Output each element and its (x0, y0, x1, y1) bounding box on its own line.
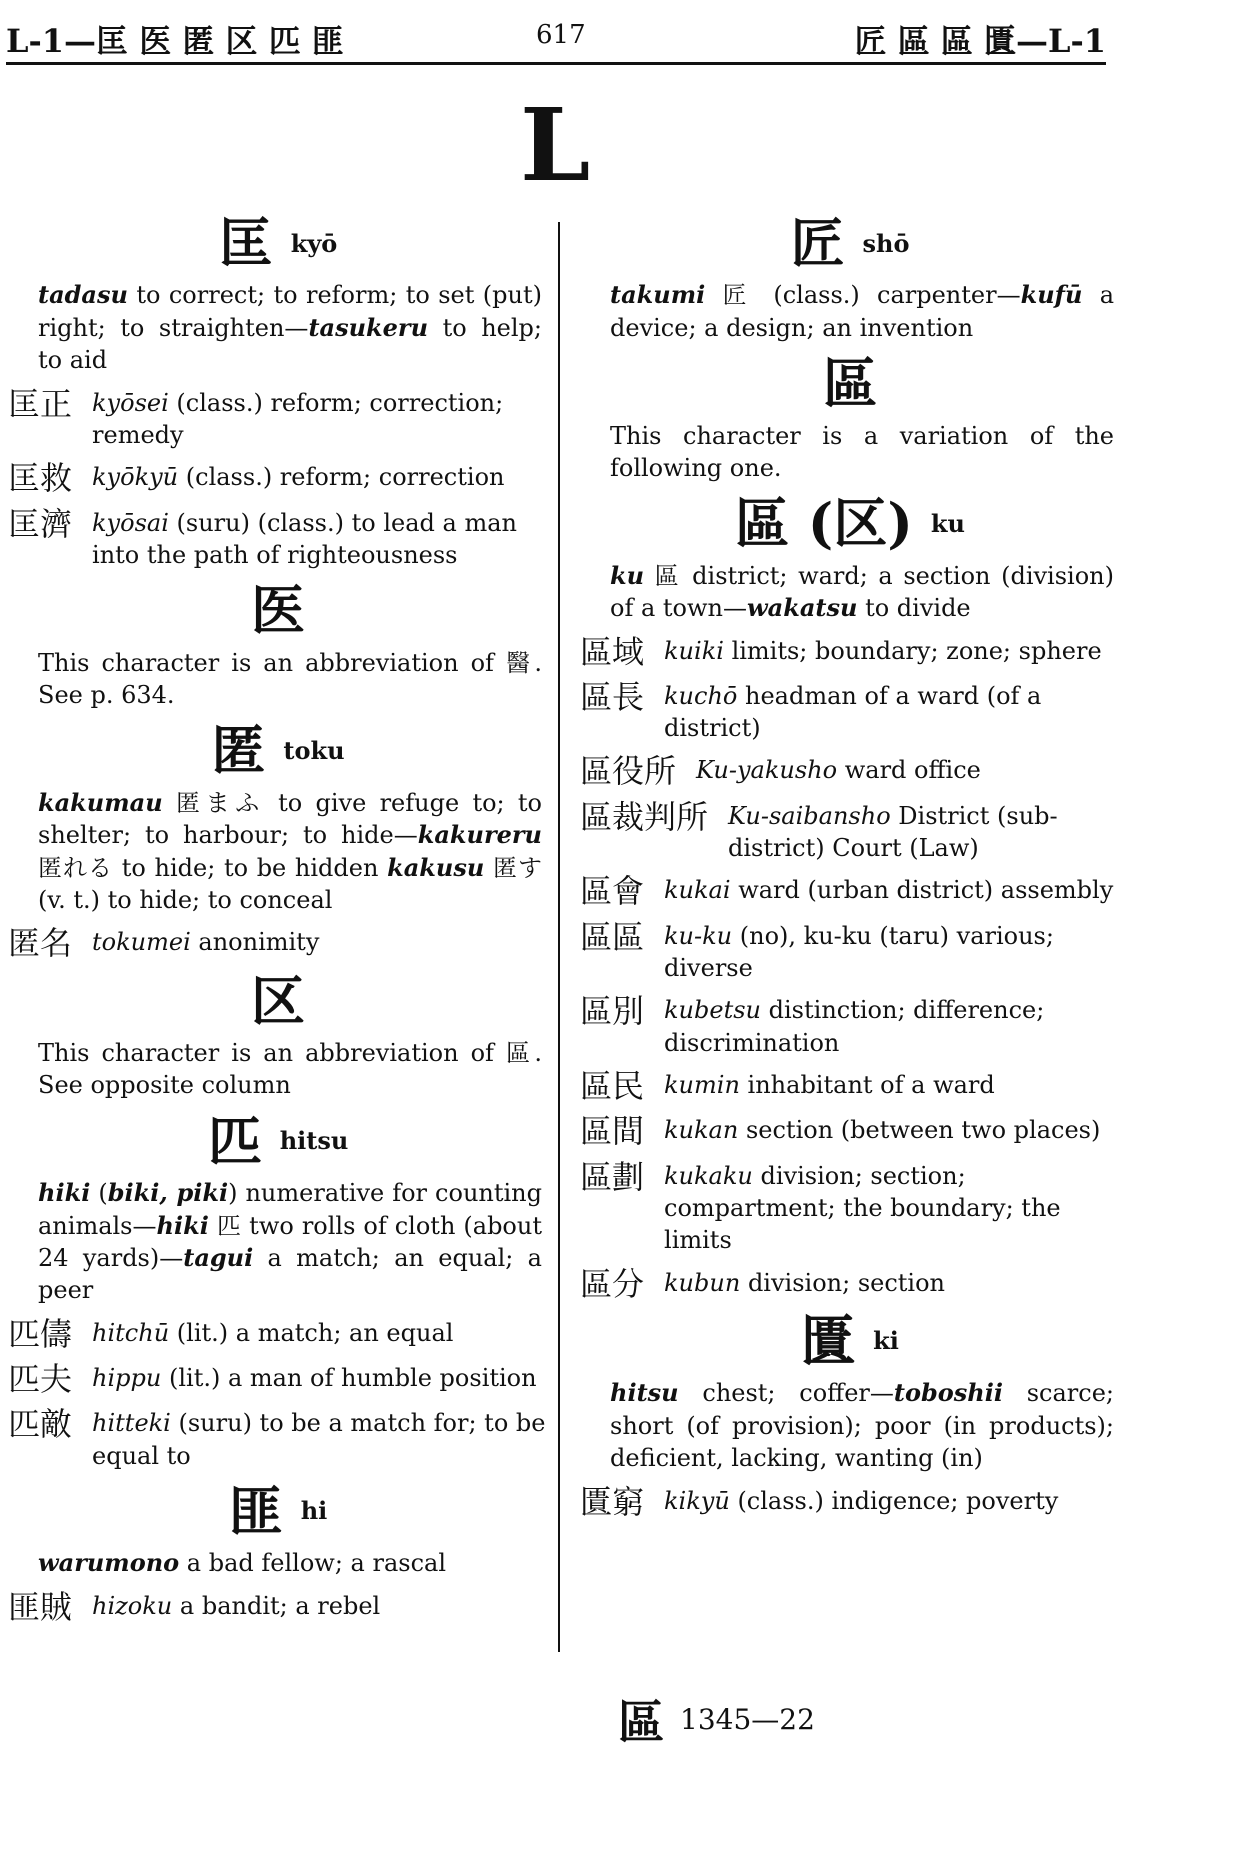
def-text: to give refuge to; to shelter; to harbour; to hide— (38, 788, 542, 850)
head-reading: toku (283, 735, 345, 765)
def-text: chest; coffer— (678, 1379, 894, 1408)
compound-meaning: inhabitant of a ward (747, 1071, 995, 1100)
compound-entry (580, 1264, 1120, 1303)
compound-kanji: 匹夫 (8, 1359, 73, 1398)
head-kanji: 区 (251, 968, 305, 1033)
compound-entry (8, 504, 548, 572)
entry-head-ki (580, 1308, 1120, 1373)
def-kanji: 匹 (216, 1211, 242, 1240)
def-text: district; ward; a section (division) of a town— (610, 561, 1114, 623)
compound-entry (8, 1587, 548, 1626)
def-text: to hide; to be hidden (113, 853, 388, 882)
head-kanji: 匹 (207, 1108, 262, 1173)
compound-romaji: kubun (664, 1268, 741, 1297)
compound-kanji: 區役所 (580, 752, 677, 791)
head-kanji: 医 (251, 578, 305, 643)
def-word: hiki (38, 1178, 91, 1208)
head-kanji: 區 (823, 351, 877, 416)
left-column (8, 210, 548, 1635)
compound-meaning: a bandit; a rebel (179, 1591, 381, 1620)
compound-kanji: 區域 (580, 632, 645, 671)
compound-romaji: hitteki (92, 1409, 171, 1438)
column-divider (558, 222, 560, 1652)
compound-entry (8, 461, 548, 496)
head-kanji: 區 (区) (735, 491, 913, 556)
head-reading: ki (873, 1326, 899, 1356)
compound-meaning: limits; boundary; zone; sphere (731, 636, 1102, 665)
compound-kanji: 區劃 (580, 1157, 645, 1196)
compound-kanji: 區會 (580, 872, 645, 911)
definition-ku (610, 560, 1114, 625)
def-text: ( (90, 1179, 108, 1208)
head-kanji: 匪 (228, 1478, 283, 1543)
definition-ki (610, 1377, 1114, 1474)
compound-meaning: headman of a ward (of a district) (664, 681, 1042, 743)
entry-head-hitsu (8, 1108, 548, 1173)
compound-romaji: Ku-yakusho (696, 756, 838, 785)
head-kanji: 匱 (801, 1308, 856, 1373)
compound-kanji: 匡正 (8, 384, 73, 423)
head-reading: kyō (290, 228, 338, 258)
compound-entry (580, 994, 1120, 1059)
compound-meaning: section (between two places) (745, 1116, 1101, 1145)
head-reading: ku (930, 508, 965, 538)
compound-meaning: (lit.) a man of humble position (168, 1363, 537, 1392)
compound-romaji: kukaku (664, 1161, 753, 1190)
compound-kanji: 匹敵 (8, 1405, 73, 1444)
compound-entry (580, 797, 1120, 865)
compound-meaning: (class.) reform; correction (185, 463, 505, 492)
compound-romaji: kikyū (664, 1486, 730, 1515)
compound-kanji: 區間 (580, 1112, 645, 1151)
compound-romaji: hizoku (92, 1591, 173, 1620)
header-right-guide: 匠 區 區 匱—L-1 (854, 22, 1106, 60)
def-word: ku (610, 560, 645, 590)
compound-entry (8, 384, 548, 452)
compound-romaji: ku-ku (664, 921, 733, 950)
compound-meaning: division; section; compartment; the boundary; the limits (664, 1161, 1061, 1255)
def-text: a device; a design; an invention (610, 281, 1115, 342)
compound-entry (580, 917, 1120, 985)
entry-head-sho (580, 211, 1120, 275)
compound-kanji: 區民 (580, 1067, 645, 1106)
def-kanji: 匿す (492, 853, 542, 882)
compound-romaji: kyōsai (92, 508, 169, 537)
definition-sho (610, 279, 1114, 344)
head-kanji: 匿 (211, 718, 266, 783)
header-rule (6, 62, 1106, 65)
compound-kanji: 區區 (580, 917, 645, 956)
compound-entry (580, 1157, 1120, 1257)
compound-romaji: tokumei (92, 928, 191, 957)
compound-meaning: ward office (844, 756, 981, 785)
def-word: tasukeru (308, 312, 429, 342)
def-text: (class.) carpenter— (756, 281, 1021, 310)
compound-meaning: (suru) to be a match for; to be equal to (92, 1409, 546, 1470)
def-text: scarce; short (of provision); poor (in products); deficient, lacking, wanting (in) (610, 1379, 1114, 1473)
bottom-ref-code: 1345—22 (680, 1702, 815, 1736)
compound-meaning: anonimity (198, 928, 320, 957)
def-kanji: 匠 (722, 281, 757, 310)
def-word: wakatsu (747, 593, 858, 623)
compound-entry (8, 926, 548, 961)
definition-hitsu (38, 1177, 542, 1307)
entry-head-toku (8, 718, 548, 783)
note-ku-var: This character is a variation of the following one. (610, 421, 1114, 482)
def-word: toboshii (893, 1378, 1003, 1408)
compound-kanji: 匹儔 (8, 1314, 73, 1353)
bottom-ref-kanji: 區 (618, 1695, 664, 1749)
compound-meaning: distinction; difference; discrimination (664, 996, 1045, 1057)
compound-romaji: kyōkyū (92, 463, 179, 492)
compound-kanji: 匡濟 (8, 504, 73, 543)
def-text: to divide (857, 594, 971, 623)
compound-entry (580, 754, 1120, 789)
compound-entry (580, 632, 1120, 671)
def-word: kakumau (38, 787, 163, 817)
def-text: to correct; to reform; to set (put) right; to straighten— (38, 281, 542, 342)
def-kanji: 區 (654, 561, 682, 590)
def-word: kakureru (417, 820, 542, 850)
compound-kanji: 區裁判所 (580, 797, 709, 836)
definition-toku (38, 787, 542, 917)
compound-entry (580, 677, 1120, 745)
compound-meaning: division; section (747, 1268, 946, 1297)
entry-head-kyo (8, 211, 548, 275)
def-kanji: 匿れる (38, 853, 114, 882)
note-i: This character is an abbreviation of 醫. See p. 634. (38, 648, 542, 710)
compound-entry (580, 874, 1120, 909)
compound-meaning: District (sub-district) Court (Law) (728, 801, 1058, 863)
compound-meaning: (class.) reform; correction; remedy (92, 388, 504, 449)
compound-kanji: 區分 (580, 1264, 645, 1303)
def-word: tadasu (38, 280, 128, 310)
compound-romaji: kyōsei (92, 388, 169, 417)
entry-head-ku-abbr (8, 968, 548, 1033)
def-kanji: 匿まふ (175, 788, 265, 817)
note-ku-abbr: This character is an abbreviation of 區. See opposite column (38, 1039, 542, 1100)
def-word: biki, piki (107, 1178, 229, 1208)
compound-romaji: hitchū (92, 1318, 170, 1347)
entry-head-i (8, 578, 548, 643)
compound-entry (580, 1069, 1120, 1104)
def-text: ) numerative for counting animals— (38, 1179, 542, 1240)
head-reading: hitsu (279, 1126, 349, 1156)
definition-kyo (38, 279, 542, 376)
compound-meaning: (lit.) a match; an equal (176, 1318, 454, 1347)
definition-hi (38, 1547, 542, 1579)
compound-kanji: 匿名 (8, 924, 73, 963)
compound-romaji: kuiki (664, 636, 724, 665)
compound-romaji: kumin (664, 1071, 740, 1100)
def-text: to help; to aid (38, 313, 543, 375)
section-letter: L (520, 86, 591, 204)
compound-meaning: ward (urban district) assembly (738, 876, 1114, 905)
entry-head-ku (580, 491, 1120, 556)
header-left-guide: L-1—匡 医 匿 区 匹 匪 (6, 22, 344, 60)
entry-head-ku-var (580, 351, 1120, 416)
def-word: hiki (156, 1210, 209, 1240)
compound-kanji: 匱窮 (580, 1482, 645, 1521)
compound-kanji: 匡救 (8, 459, 73, 498)
entry-head-hi (8, 1478, 548, 1543)
compound-entry (8, 1314, 548, 1353)
def-word: kufū (1020, 280, 1083, 310)
page-header (6, 10, 1106, 60)
bottom-reference (618, 1686, 815, 1752)
compound-romaji: kuchō (664, 681, 738, 710)
compound-entry (8, 1359, 548, 1398)
def-word: warumono (38, 1548, 180, 1578)
head-kanji: 匡 (218, 211, 273, 275)
def-word: kakusu (387, 852, 485, 882)
head-reading: shō (862, 228, 910, 258)
compound-romaji: Ku-saibansho (728, 801, 891, 830)
compound-meaning: (class.) indigence; poverty (737, 1486, 1059, 1515)
page-number: 617 (536, 20, 586, 50)
head-reading: hi (300, 1496, 328, 1526)
compound-entry (580, 1114, 1120, 1149)
compound-kanji: 區長 (580, 677, 645, 716)
def-text: (v. t.) to hide; to conceal (38, 886, 333, 915)
compound-romaji: kukai (664, 876, 731, 905)
compound-entry (580, 1482, 1120, 1521)
compound-romaji: kubetsu (664, 996, 761, 1025)
compound-meaning: (no), ku-ku (taru) various; diverse (664, 921, 1054, 983)
def-text: two rolls of cloth (about 24 yards)— (38, 1211, 542, 1272)
compound-meaning: (suru) (class.) to lead a man into the path of righteousness (92, 508, 517, 569)
right-column (580, 210, 1120, 1530)
def-word: hitsu (610, 1378, 679, 1408)
compound-kanji: 匪賊 (8, 1587, 73, 1626)
compound-entry (8, 1407, 548, 1472)
compound-romaji: hippu (92, 1363, 162, 1392)
def-word: takumi (610, 280, 706, 310)
def-text: a bad fellow; a rascal (179, 1549, 447, 1578)
compound-romaji: kukan (664, 1116, 739, 1145)
def-text: a match; an equal; a peer (38, 1243, 542, 1305)
def-word: tagui (183, 1242, 254, 1272)
compound-kanji: 區別 (580, 992, 645, 1031)
head-kanji: 匠 (790, 211, 845, 275)
